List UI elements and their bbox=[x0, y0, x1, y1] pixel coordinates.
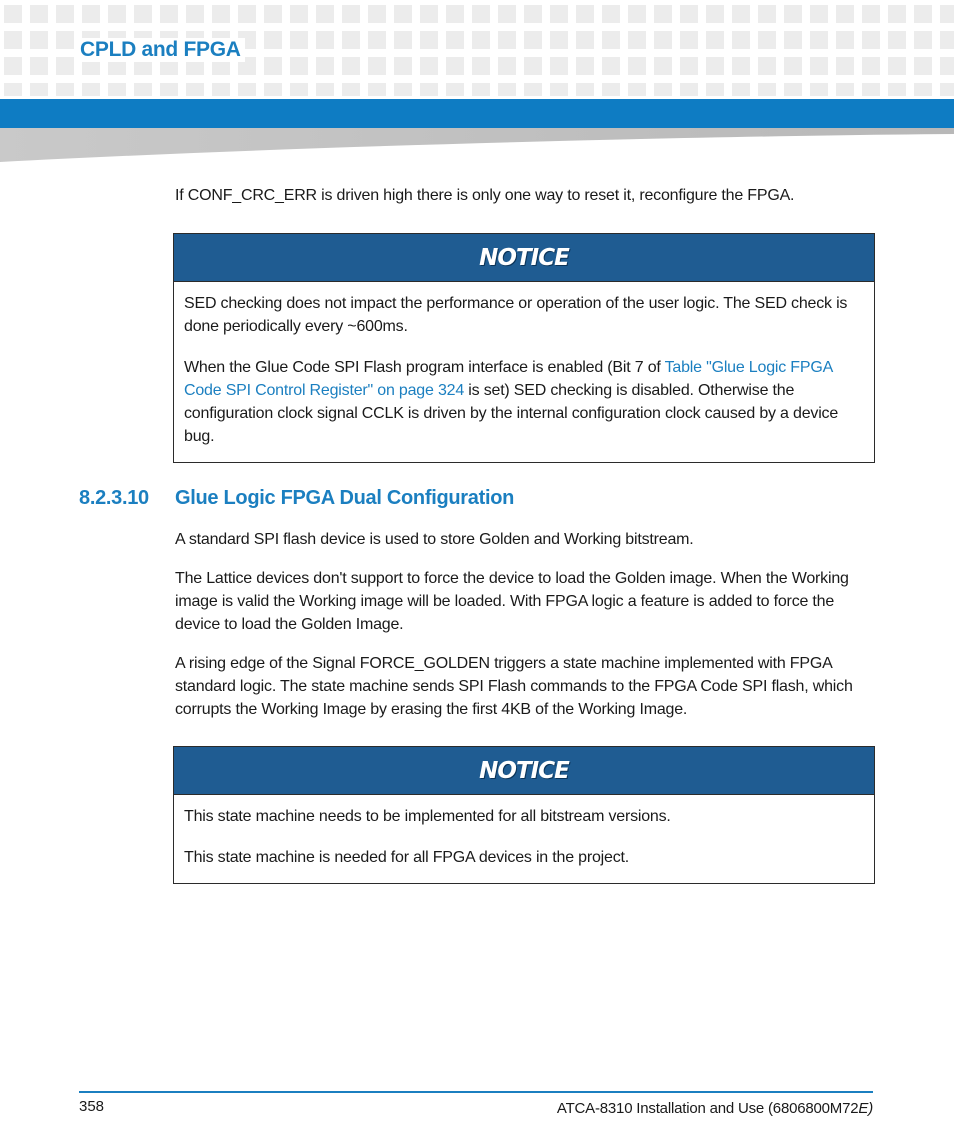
grid-square bbox=[654, 31, 672, 49]
document-title-suffix: E) bbox=[858, 1100, 873, 1117]
grid-square bbox=[602, 83, 620, 96]
grid-square bbox=[264, 31, 282, 49]
grid-square bbox=[186, 5, 204, 23]
grid-square bbox=[940, 57, 954, 75]
grid-square bbox=[316, 31, 334, 49]
grid-square bbox=[550, 57, 568, 75]
grid-square bbox=[602, 57, 620, 75]
notice-title: NOTICE bbox=[479, 757, 569, 784]
grid-square bbox=[602, 31, 620, 49]
grid-square bbox=[82, 83, 100, 96]
grid-square bbox=[836, 5, 854, 23]
document-title-main: ATCA-8310 Installation and Use (6806800M72 bbox=[556, 1100, 859, 1117]
grid-square bbox=[290, 57, 308, 75]
grid-square bbox=[446, 31, 464, 49]
grid-square bbox=[212, 5, 230, 23]
grid-square bbox=[498, 5, 516, 23]
grid-square bbox=[394, 5, 412, 23]
document-title bbox=[557, 1100, 873, 1117]
notice-box-state-machine bbox=[173, 746, 875, 884]
grid-square bbox=[238, 83, 256, 96]
grid-square bbox=[290, 31, 308, 49]
body-paragraph: A standard SPI flash device is used to store Golden and Working bitstream. bbox=[175, 531, 694, 548]
grid-square bbox=[680, 83, 698, 96]
grid-square bbox=[446, 57, 464, 75]
grid-square bbox=[680, 57, 698, 75]
grid-square bbox=[706, 83, 724, 96]
intro-paragraph: If CONF_CRC_ERR is driven high there is only one way to reset it, reconfigure the FPGA. bbox=[175, 187, 795, 204]
grid-square bbox=[498, 83, 516, 96]
grid-square bbox=[628, 5, 646, 23]
grid-square bbox=[602, 5, 620, 23]
notice-box-sed bbox=[173, 233, 875, 463]
grid-square bbox=[888, 31, 906, 49]
grid-square bbox=[732, 5, 750, 23]
grid-square bbox=[264, 83, 282, 96]
grid-square bbox=[550, 83, 568, 96]
grid-square bbox=[888, 5, 906, 23]
grid-square bbox=[810, 5, 828, 23]
notice-text: is set) SED checking is disabled. Otherwise the configuration clock signal CCLK is driven by the internal configuration clock caused by a device bug. bbox=[184, 382, 839, 445]
grid-square bbox=[706, 57, 724, 75]
section-heading bbox=[79, 487, 514, 510]
grid-square bbox=[420, 31, 438, 49]
grid-square bbox=[758, 5, 776, 23]
grid-square bbox=[888, 57, 906, 75]
grid-square bbox=[680, 31, 698, 49]
grid-square bbox=[524, 57, 542, 75]
grid-square bbox=[30, 83, 48, 96]
grid-square bbox=[576, 83, 594, 96]
grid-square bbox=[862, 83, 880, 96]
grid-square bbox=[628, 83, 646, 96]
grid-square bbox=[394, 57, 412, 75]
grid-square bbox=[940, 83, 954, 96]
grid-square bbox=[550, 31, 568, 49]
grid-square bbox=[498, 57, 516, 75]
grid-square bbox=[160, 83, 178, 96]
grid-square bbox=[784, 5, 802, 23]
grid-square bbox=[654, 57, 672, 75]
grid-square bbox=[316, 83, 334, 96]
grid-square bbox=[862, 5, 880, 23]
grid-square bbox=[134, 83, 152, 96]
grid-square bbox=[862, 31, 880, 49]
grid-square bbox=[420, 57, 438, 75]
notice-header bbox=[174, 234, 874, 282]
grid-square bbox=[108, 5, 126, 23]
grid-square bbox=[56, 31, 74, 49]
grid-square bbox=[888, 83, 906, 96]
grid-square bbox=[238, 5, 256, 23]
grid-square bbox=[446, 83, 464, 96]
grid-square bbox=[628, 57, 646, 75]
grid-square bbox=[56, 57, 74, 75]
grid-square bbox=[654, 5, 672, 23]
grid-square bbox=[498, 31, 516, 49]
grid-square bbox=[810, 83, 828, 96]
grid-square bbox=[342, 83, 360, 96]
grid-square bbox=[576, 31, 594, 49]
grid-square bbox=[914, 83, 932, 96]
grid-square bbox=[628, 31, 646, 49]
grid-square bbox=[940, 5, 954, 23]
grid-square bbox=[420, 5, 438, 23]
grid-square bbox=[368, 57, 386, 75]
grid-square bbox=[914, 57, 932, 75]
notice-body bbox=[174, 795, 874, 883]
grid-square bbox=[264, 57, 282, 75]
grid-square bbox=[810, 31, 828, 49]
running-header: CPLD and FPGA bbox=[79, 38, 245, 62]
grid-square bbox=[212, 83, 230, 96]
grid-square bbox=[810, 57, 828, 75]
notice-text: When the Glue Code SPI Flash program interface is enabled (Bit 7 of bbox=[184, 359, 665, 376]
grid-square bbox=[758, 57, 776, 75]
grid-square bbox=[290, 5, 308, 23]
grid-square bbox=[524, 83, 542, 96]
grid-square bbox=[524, 5, 542, 23]
grid-square bbox=[914, 31, 932, 49]
grid-square bbox=[862, 57, 880, 75]
grid-square bbox=[56, 83, 74, 96]
grid-square bbox=[680, 5, 698, 23]
grid-square bbox=[342, 31, 360, 49]
grid-square bbox=[368, 31, 386, 49]
notice-paragraph: SED checking does not impact the performance or operation of the user logic. The SED check is done periodically every ~600ms. bbox=[184, 295, 848, 335]
grid-square bbox=[836, 57, 854, 75]
grid-square bbox=[342, 5, 360, 23]
grid-square bbox=[368, 5, 386, 23]
grid-square bbox=[940, 31, 954, 49]
grid-square bbox=[472, 83, 490, 96]
grid-square bbox=[108, 83, 126, 96]
grid-square bbox=[290, 83, 308, 96]
grid-square bbox=[732, 83, 750, 96]
notice-paragraph: This state machine is needed for all FPGA devices in the project. bbox=[184, 849, 630, 866]
grid-square bbox=[30, 31, 48, 49]
grid-square bbox=[732, 31, 750, 49]
grid-square bbox=[836, 31, 854, 49]
body-paragraph: The Lattice devices don't support to force the device to load the Golden image. When the Working image is valid the Working image will be loaded. With FPGA logic a feature is added to force the device to load the Golden Image. bbox=[175, 570, 849, 633]
grid-square bbox=[316, 57, 334, 75]
grid-square bbox=[394, 83, 412, 96]
grid-square bbox=[4, 5, 22, 23]
grid-square bbox=[784, 31, 802, 49]
grid-square bbox=[264, 5, 282, 23]
grid-square bbox=[30, 57, 48, 75]
grid-square bbox=[4, 31, 22, 49]
grid-square bbox=[368, 83, 386, 96]
page-number: 358 bbox=[79, 1098, 105, 1115]
grid-square bbox=[784, 57, 802, 75]
grid-square bbox=[550, 5, 568, 23]
grid-square bbox=[420, 83, 438, 96]
grid-square bbox=[186, 83, 204, 96]
grid-square bbox=[4, 57, 22, 75]
grid-square bbox=[732, 57, 750, 75]
grid-square bbox=[82, 5, 100, 23]
notice-title: NOTICE bbox=[479, 244, 569, 271]
grid-square bbox=[446, 5, 464, 23]
header-grey-swoosh bbox=[0, 128, 954, 164]
grid-square bbox=[160, 5, 178, 23]
grid-square bbox=[316, 5, 334, 23]
notice-paragraph bbox=[184, 356, 864, 448]
notice-header bbox=[174, 747, 874, 795]
footer-rule bbox=[79, 1091, 873, 1093]
grid-square bbox=[758, 31, 776, 49]
grid-square bbox=[576, 57, 594, 75]
grid-square bbox=[836, 83, 854, 96]
swoosh-shape bbox=[0, 128, 954, 164]
grid-square bbox=[784, 83, 802, 96]
grid-square bbox=[524, 31, 542, 49]
grid-square bbox=[134, 5, 152, 23]
grid-square bbox=[576, 5, 594, 23]
grid-square bbox=[758, 83, 776, 96]
grid-square bbox=[394, 31, 412, 49]
section-title: Glue Logic FPGA Dual Configuration bbox=[175, 487, 515, 509]
grid-square bbox=[56, 5, 74, 23]
grid-square bbox=[30, 5, 48, 23]
notice-body bbox=[174, 282, 874, 462]
grid-square bbox=[472, 31, 490, 49]
header-blue-band bbox=[0, 99, 954, 128]
grid-square bbox=[472, 5, 490, 23]
notice-paragraph: This state machine needs to be implemented for all bitstream versions. bbox=[184, 808, 671, 825]
grid-square bbox=[4, 83, 22, 96]
section-number: 8.2.3.10 bbox=[79, 487, 149, 509]
body-paragraph: A rising edge of the Signal FORCE_GOLDEN triggers a state machine implemented with FPGA standard logic. The state machine sends SPI Flash commands to the FPGA Code SPI flash, which corrupts the Working Image by erasing the first 4KB of the Working Image. bbox=[175, 655, 853, 718]
grid-square bbox=[654, 83, 672, 96]
grid-square bbox=[914, 5, 932, 23]
grid-square bbox=[342, 57, 360, 75]
grid-square bbox=[472, 57, 490, 75]
cross-reference-link[interactable]: Table "Glue Logic FPGA Code SPI Control Register" on page 324 bbox=[184, 359, 833, 399]
grid-square bbox=[706, 5, 724, 23]
grid-square bbox=[706, 31, 724, 49]
